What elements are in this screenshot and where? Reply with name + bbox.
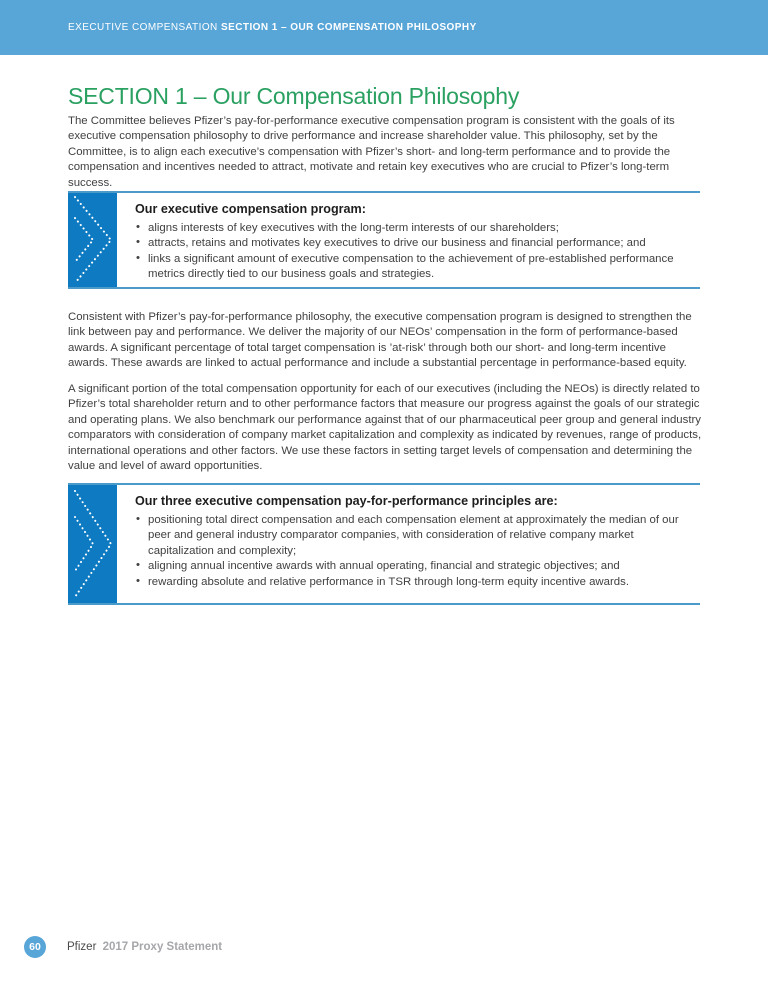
body-paragraph-consistent: Consistent with Pfizer’s pay-for-performance philosophy, the executive compensation program is designed to strengthen the link between pay and performance. We deliver the majority of our NEOs’ compensation in the form of performance-based awards. A significant percentage of total target compensation is ’at-risk’ through both our short- and long-term incentive awards. These awards are linked to actual performance and include a substantial percentage in performance-based equity. xyxy=(68,311,692,370)
callout-pay-for-performance-principles xyxy=(68,483,700,605)
callout-title: Our three executive compensation pay-for-performance principles are: xyxy=(135,494,558,508)
body-paragraph-significant: A significant portion of the total compensation opportunity for each of our executives (including the NEOs) is directly related to Pfizer’s total shareholder return and to other performance factors that measure our progress against the goals of our strategic and operating plans. We also benchmark our performance against that of our pharmaceutical peer group and general industry comparators with consideration of company market capitalization and complexity as indicated by revenues, range of products, international operations and other factors. We use these factors in setting target levels of compensation and determining the value and level of award opportunities. xyxy=(68,383,702,473)
list-item: • links a significant amount of executive compensation to the achievement of pre-established performance metrics directly tied to our business goals and strategies. xyxy=(135,252,686,283)
page-title: SECTION 1 – Our Compensation Philosophy xyxy=(68,83,520,109)
double-chevron-right-icon xyxy=(68,193,117,287)
breadcrumb-section: EXECUTIVE COMPENSATION xyxy=(68,22,218,33)
list-item: • positioning total direct compensation and each compensation element at approximately the median of our peer and general industry comparator companies, with consideration of relative company market capitalization and complexity; xyxy=(135,513,686,559)
list-item: • attracts, retains and motivates key executives to drive our business and financial performance; and xyxy=(135,236,686,251)
callout-compensation-program xyxy=(68,191,700,289)
footer-document-title: 2017 Proxy Statement xyxy=(102,941,223,953)
breadcrumb xyxy=(68,22,477,33)
list-item: • rewarding absolute and relative performance in TSR through long-term equity incentive awards. xyxy=(135,575,686,590)
callout-content xyxy=(135,485,700,590)
double-chevron-right-icon xyxy=(68,485,117,603)
list-item: • aligns interests of key executives with the long-term interests of our shareholders; xyxy=(135,221,686,236)
footer xyxy=(67,941,222,953)
callout-content xyxy=(135,193,700,283)
intro-paragraph: The Committee believes Pfizer’s pay-for-performance executive compensation program is consistent with the goals of its executive compensation philosophy to drive performance and increase shareholder value. This philosophy, set by the Committee, is to align each executive’s compensation with Pfizer’s short- and long-term performance and to provide the compensation and incentives needed to attract, motivate and retain key executives who are crucial to Pfizer’s long-term success. xyxy=(68,115,675,189)
breadcrumb-subsection: SECTION 1 – OUR COMPENSATION PHILOSOPHY xyxy=(220,22,477,33)
page-header-bar xyxy=(0,0,768,55)
callout-title: Our executive compensation program: xyxy=(135,202,366,216)
page-number-badge: 60 xyxy=(24,936,46,958)
callout-bullet-list xyxy=(135,221,686,283)
list-item: • aligning annual incentive awards with annual operating, financial and strategic objectives; and xyxy=(135,559,686,574)
footer-brand: Pfizer xyxy=(67,941,97,953)
callout-bullet-list xyxy=(135,513,686,590)
